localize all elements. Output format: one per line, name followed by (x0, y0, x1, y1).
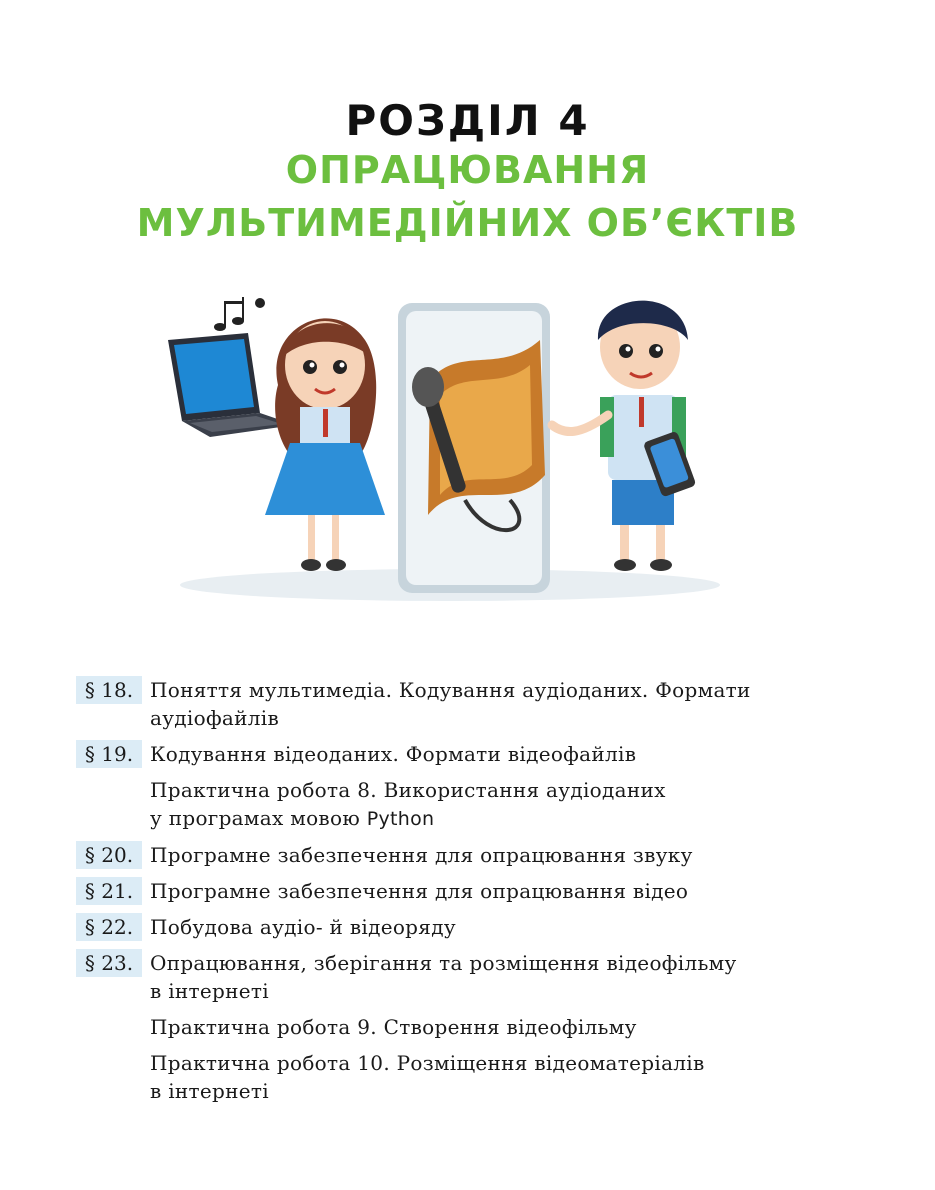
toc-line-python: Python (366, 808, 435, 830)
toc-item-22[interactable] (76, 913, 876, 941)
laptop-icon (168, 333, 295, 437)
section-title-line2: МУЛЬТИМЕДІЙНИХ ОБ’ЄКТІВ (136, 201, 799, 245)
toc-line: у програмах мовою (150, 806, 367, 830)
paragraph-number: § 18. (76, 676, 142, 704)
toc-line: в інтернеті (150, 1079, 269, 1103)
toc-practical-8[interactable] (76, 776, 876, 833)
toc-item-19[interactable] (76, 740, 876, 768)
toc-line: Опрацювання, зберігання та розміщення відеофільму (150, 951, 737, 975)
toc-line: Кодування відеоданих. Формати відеофайлів (150, 742, 637, 766)
paragraph-number: § 21. (76, 877, 142, 905)
toc-line: Програмне забезпечення для опрацювання звуку (150, 843, 693, 867)
toc-item-21[interactable] (76, 877, 876, 905)
section-title-line1: ОПРАЦЮВАННЯ (285, 148, 650, 192)
toc-item-23[interactable] (76, 949, 876, 1005)
toc-item-20[interactable] (76, 841, 876, 869)
toc-item-18[interactable] (76, 676, 876, 732)
table-of-contents (76, 676, 876, 1113)
paragraph-number: § 22. (76, 913, 142, 941)
toc-line: Побудова аудіо- й відеоряду (150, 915, 456, 939)
toc-line: аудіофайлів (150, 706, 280, 730)
toc-practical-9[interactable] (76, 1013, 876, 1041)
paragraph-number: § 19. (76, 740, 142, 768)
toc-line: в інтернеті (150, 979, 269, 1003)
paragraph-number: § 23. (76, 949, 142, 977)
paragraph-number: § 20. (76, 841, 142, 869)
toc-practical-10[interactable] (76, 1049, 876, 1105)
girl-figure (265, 318, 385, 571)
multimedia-illustration (160, 285, 740, 615)
music-notes-icon (214, 297, 265, 331)
toc-line: Програмне забезпечення для опрацювання відео (150, 879, 689, 903)
toc-line: Поняття мультимедіа. Кодування аудіоданих. Формати (150, 678, 751, 702)
toc-line: Практична робота 10. Розміщення відеоматеріалів (150, 1051, 705, 1075)
toc-line: Практична робота 9. Створення відеофільму (150, 1015, 637, 1039)
section-number: РОЗДІЛ 4 (345, 96, 590, 145)
toc-line: Практична робота 8. Використання аудіоданих (150, 778, 666, 802)
